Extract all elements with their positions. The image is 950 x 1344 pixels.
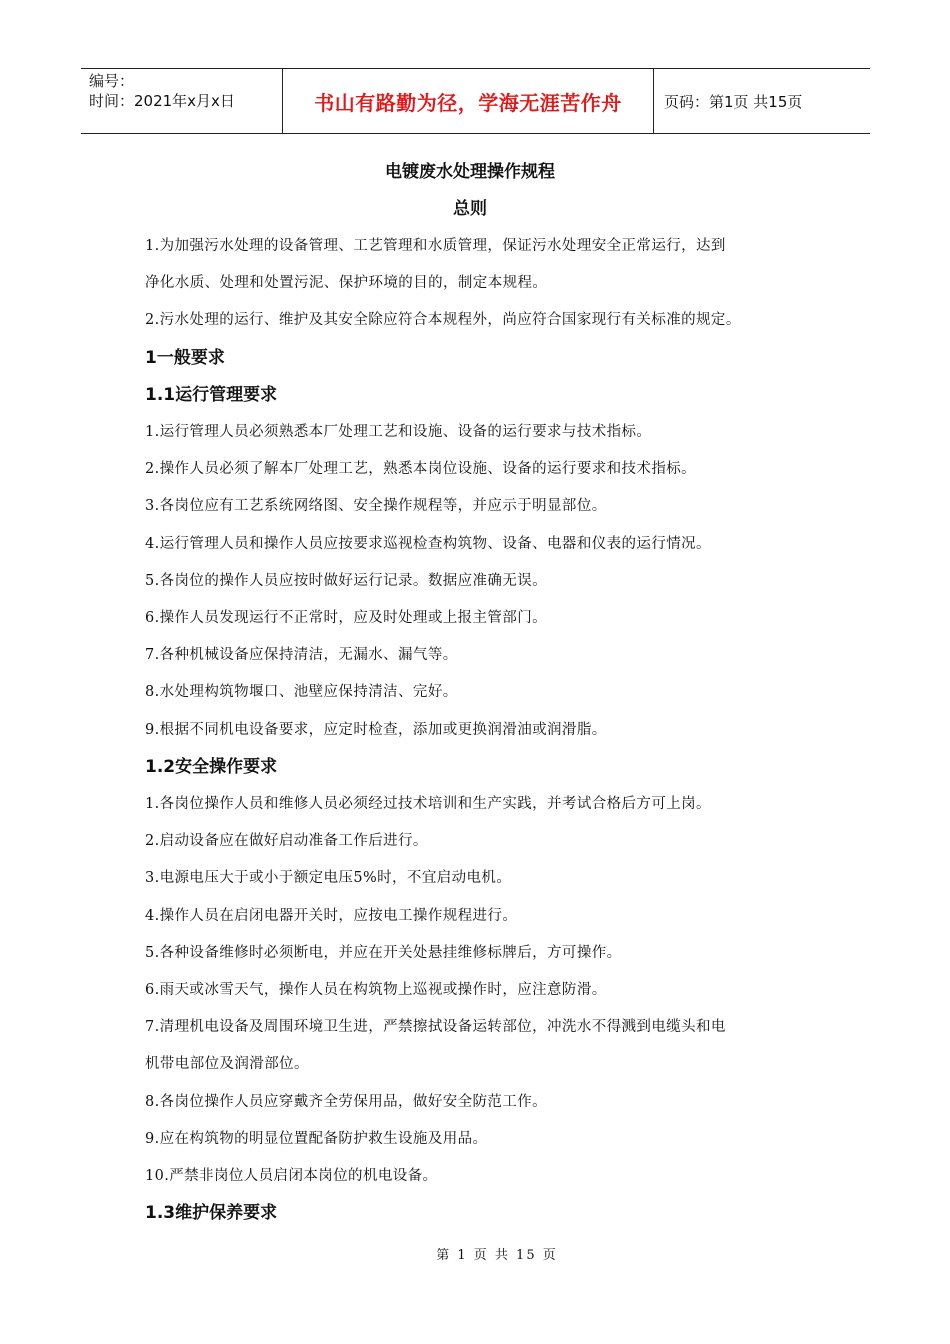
list-item: 3.电源电压大于或小于额定电压5%时，不宜启动电机。 [145,870,512,887]
list-item: 9.根据不同机电设备要求，应定时检查，添加或更换润滑油或润滑脂。 [145,721,607,738]
document-header [81,68,870,134]
list-item: 2.启动设备应在做好启动准备工作后进行。 [145,833,428,850]
serial-label: 编号： [89,72,135,90]
paragraph: 2.污水处理的运行、维护及其安全除应符合本规程外，尚应符合国家现行有关标准的规定。 [145,312,741,329]
list-item: 8.各岗位操作人员应穿戴齐全劳保用品，做好安全防范工作。 [145,1093,548,1110]
subsection-heading: 1.2安全操作要求 [145,756,278,777]
list-item: 1.运行管理人员必须熟悉本厂处理工艺和设施、设备的运行要求与技术指标。 [145,423,652,440]
document-title: 电镀废水处理操作规程 [385,162,555,182]
subsection-heading: 1.1运行管理要求 [145,384,278,405]
list-item: 8.水处理构筑物堰口、池壁应保持清洁、完好。 [145,684,458,701]
list-item: 7.清理机电设备及周围环境卫生进，严禁擦拭设备运转部位，冲洗水不得溅到电缆头和电 [145,1019,726,1036]
document-body [145,154,825,1232]
list-item: 4.操作人员在启闭电器开关时，应按电工操作规程进行。 [145,907,518,924]
header-meta [81,69,282,133]
document-subtitle: 总则 [453,199,487,219]
list-item: 2.操作人员必须了解本厂处理工艺，熟悉本岗位设施、设备的运行要求和技术指标。 [145,461,697,478]
list-item: 7.各种机械设备应保持清洁，无漏水、漏气等。 [145,647,458,664]
paragraph: 1.为加强污水处理的设备管理、工艺管理和水质管理，保证污水处理安全正常运行，达到 [145,238,726,254]
list-item: 4.运行管理人员和操作人员应按要求巡视检查构筑物、设备、电器和仪表的运行情况。 [145,535,711,552]
section-heading: 1一般要求 [145,347,225,368]
intro-section [145,228,825,340]
header-page-info [654,69,870,133]
list-item: 3.各岗位应有工艺系统网络图、安全操作规程等，并应示于明显部位。 [145,498,607,515]
list-item: 10.严禁非岗位人员启闭本岗位的机电设备。 [145,1168,438,1185]
list-item: 6.雨天或冰雪天气，操作人员在构筑物上巡视或操作时，应注意防滑。 [145,982,607,999]
list-item: 5.各岗位的操作人员应按时做好运行记录。数据应准确无误。 [145,572,548,589]
page-footer: 第 1 页 共 15 页 [436,1248,558,1263]
date-label: 时间：2021年x月x日 [89,92,235,110]
subsection-heading: 1.3维护保养要求 [145,1203,278,1224]
operation-management-list [145,414,825,749]
paragraph: 净化水质、处理和处置污泥、保护环境的目的，制定本规程。 [145,275,548,292]
list-item: 6.操作人员发现运行不正常时，应及时处理或上报主管部门。 [145,610,548,626]
list-item: 1.各岗位操作人员和维修人员必须经过技术培训和生产实践，并考试合格后方可上岗。 [145,796,711,812]
header-motto: 书山有路勤为径，学海无涯苦作舟 [314,90,622,115]
list-item: 机带电部位及润滑部位。 [145,1056,309,1073]
safety-operation-list [145,786,825,1195]
list-item: 9.应在构筑物的明显位置配备防护救生设施及用品。 [145,1130,488,1147]
page-info-text: 页码：第1页 共15页 [664,92,803,111]
header-motto-cell [282,69,654,133]
list-item: 5.各种设备维修时必须断电，并应在开关处悬挂维修标牌后，方可操作。 [145,944,622,961]
